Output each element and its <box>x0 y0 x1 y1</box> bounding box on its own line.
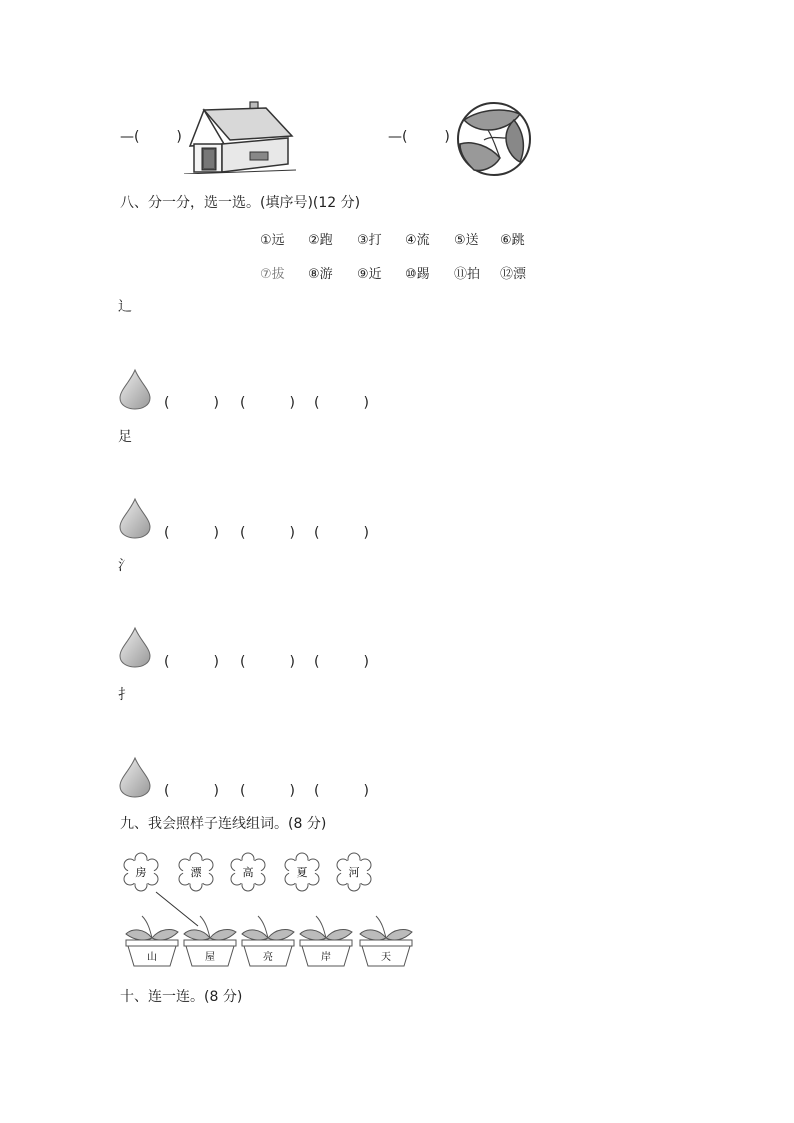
water-drop-icon <box>118 497 152 539</box>
answer-blank[interactable] <box>164 524 219 542</box>
radical-label: 辶 <box>118 299 132 315</box>
paren-close: ) <box>289 654 295 670</box>
water-drop-icon <box>118 368 152 410</box>
paren-open: ( <box>314 395 320 411</box>
section9-title: 九、我会照样子连线组词。(8 分) <box>120 816 327 832</box>
water-drop-icon <box>118 756 152 798</box>
pot-char: 岸 <box>321 952 331 963</box>
paren-open: ( <box>314 525 320 541</box>
section8-title: 八、分一分，选一选。(填序号)(12 分) <box>120 195 361 211</box>
answer-blank[interactable] <box>164 782 219 800</box>
paren-open: ( <box>314 654 320 670</box>
paren-close: ) <box>213 654 219 670</box>
paren-open: ( <box>164 783 170 799</box>
answer-blank[interactable] <box>240 524 295 542</box>
choice-item: ⑩踢 <box>405 267 430 282</box>
blank-suffix: ) <box>176 129 182 145</box>
paren-close: ) <box>213 395 219 411</box>
blank-prefix: —( <box>120 129 140 145</box>
choice-item: ⑤送 <box>454 233 479 248</box>
answer-blank[interactable] <box>314 653 369 671</box>
house-picture <box>184 100 296 174</box>
blank-prefix: —( <box>388 129 408 145</box>
choice-item: ⑨近 <box>357 267 382 282</box>
paren-open: ( <box>164 654 170 670</box>
house-answer-blank[interactable] <box>120 128 182 146</box>
answer-blank[interactable] <box>314 782 369 800</box>
paren-open: ( <box>164 395 170 411</box>
answer-blank[interactable] <box>164 394 219 412</box>
word-matching-diagram <box>116 846 426 972</box>
paren-open: ( <box>164 525 170 541</box>
choice-item: ①远 <box>260 233 285 248</box>
example-connect-line <box>156 892 198 926</box>
paren-close: ) <box>363 654 369 670</box>
radical-label: 氵 <box>118 558 132 574</box>
answer-blank[interactable] <box>314 394 369 412</box>
choice-item: ⑥跳 <box>500 233 525 248</box>
pot-char: 屋 <box>205 952 215 963</box>
choices-row-2 <box>260 263 560 283</box>
choice-item: ⑫漂 <box>500 267 527 282</box>
radical-group-4 <box>118 756 398 800</box>
choice-item: ②跑 <box>308 233 333 248</box>
answer-blank[interactable] <box>314 524 369 542</box>
paren-open: ( <box>240 783 246 799</box>
paren-open: ( <box>314 783 320 799</box>
pot-char: 天 <box>381 952 391 963</box>
paren-close: ) <box>289 783 295 799</box>
pot-char: 山 <box>147 952 157 963</box>
paren-close: ) <box>213 783 219 799</box>
section10-title: 十、连一连。(8 分) <box>120 989 243 1005</box>
radical-label: 足 <box>118 429 132 445</box>
volleyball-picture <box>454 100 534 178</box>
water-drop-icon <box>118 626 152 668</box>
answer-blank[interactable] <box>240 653 295 671</box>
choice-item: ③打 <box>357 233 382 248</box>
paren-close: ) <box>363 525 369 541</box>
blank-suffix: ) <box>444 129 450 145</box>
answer-blank[interactable] <box>164 653 219 671</box>
choice-item: ⑧游 <box>308 267 333 282</box>
paren-close: ) <box>363 783 369 799</box>
choices-row-1 <box>260 229 560 249</box>
flower-char: 房 <box>135 866 147 879</box>
answer-blank[interactable] <box>240 782 295 800</box>
paren-open: ( <box>240 654 246 670</box>
radical-label: 扌 <box>118 687 132 703</box>
choice-item: ⑪拍 <box>454 267 481 282</box>
radical-group-2 <box>118 497 398 541</box>
pot-char: 亮 <box>263 952 273 963</box>
flower-char: 高 <box>242 866 254 879</box>
choice-item: ⑦拔 <box>260 267 285 282</box>
paren-close: ) <box>213 525 219 541</box>
paren-close: ) <box>289 395 295 411</box>
flower-char: 漂 <box>190 866 202 879</box>
paren-close: ) <box>363 395 369 411</box>
flower-char: 夏 <box>296 866 308 879</box>
ball-answer-blank[interactable] <box>388 128 450 146</box>
paren-close: ) <box>289 525 295 541</box>
radical-group-1 <box>118 368 398 412</box>
choice-item: ④流 <box>405 233 430 248</box>
flower-char: 河 <box>348 866 360 879</box>
answer-blank[interactable] <box>240 394 295 412</box>
paren-open: ( <box>240 395 246 411</box>
radical-group-3 <box>118 626 398 670</box>
paren-open: ( <box>240 525 246 541</box>
